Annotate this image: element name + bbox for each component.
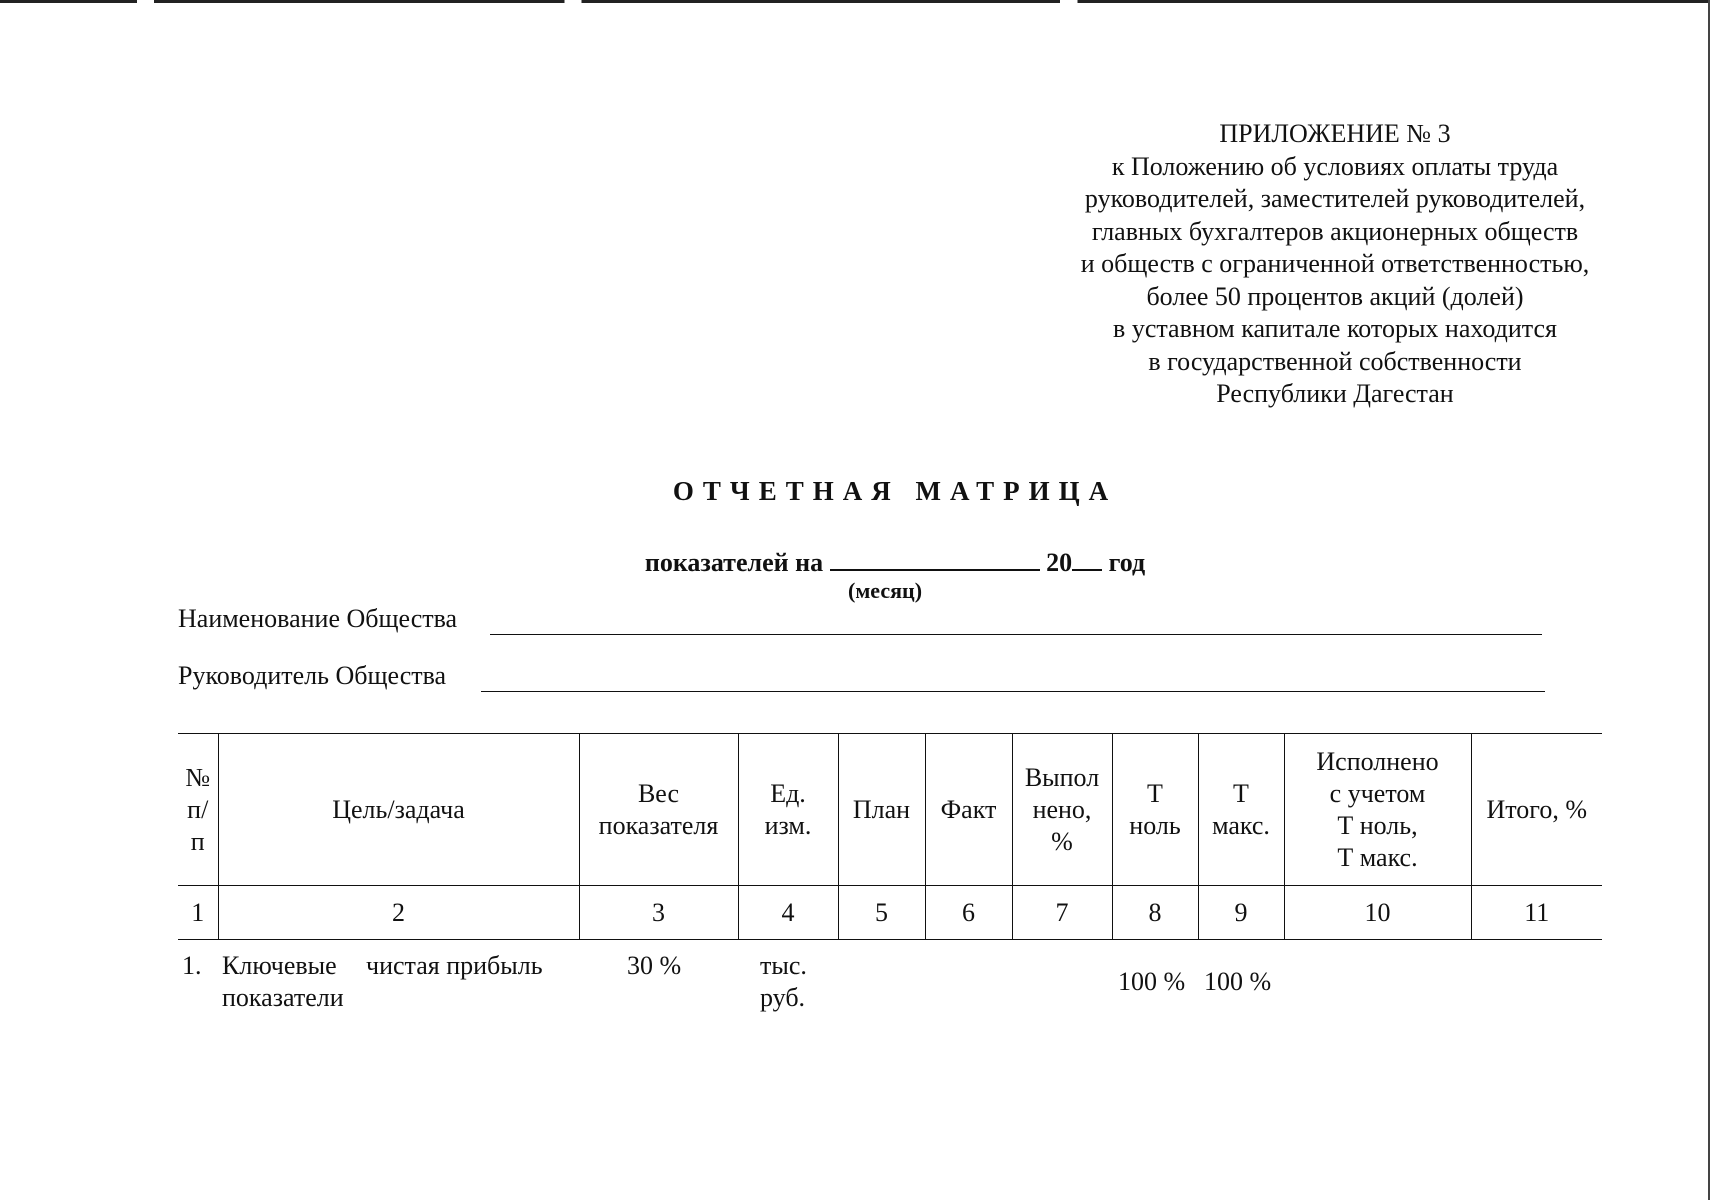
column-number: 2	[218, 886, 579, 940]
header-text: макс.	[1212, 810, 1270, 840]
header-cell-adjusted	[1284, 734, 1471, 886]
header-text: Ед.	[770, 778, 806, 808]
year-blank	[1072, 543, 1102, 571]
header-text: нено,	[1032, 794, 1092, 824]
header-text: ноль	[1129, 810, 1181, 840]
appendix-line: в государственной собственности	[1148, 346, 1522, 376]
header-cell-done	[1012, 734, 1112, 886]
column-number: 5	[838, 886, 925, 940]
header-text: Т	[1147, 778, 1163, 808]
header-cell-plan	[838, 734, 925, 886]
header-text: Цель/задача	[332, 794, 465, 824]
month-note: (месяц)	[848, 578, 923, 603]
column-number: 1	[191, 897, 205, 927]
header-text: Т ноль,	[1337, 810, 1418, 840]
header-cell-t-max	[1198, 734, 1284, 886]
row-t-max: 100 %	[1204, 967, 1272, 996]
header-cell-unit	[738, 734, 838, 886]
header-cell-goal	[218, 734, 579, 886]
header-cell-weight	[579, 734, 738, 886]
column-number: 9	[1198, 886, 1284, 940]
head-field	[178, 661, 446, 691]
company-name-line	[490, 634, 1542, 635]
header-text: Итого, %	[1486, 794, 1587, 824]
header-text: Т макс.	[1337, 842, 1418, 872]
appendix-line: более 50 процентов акций (долей)	[1146, 281, 1524, 311]
header-text: Факт	[940, 794, 997, 824]
document-subtitle	[0, 543, 1710, 578]
row-indicator: чистая прибыль	[366, 951, 543, 980]
month-blank	[830, 543, 1040, 571]
scan-edge	[0, 0, 1710, 3]
header-cell-fact	[925, 734, 1012, 886]
row-unit: руб.	[760, 983, 806, 1012]
header-text: Выпол	[1024, 762, 1100, 792]
company-name-label: Наименование Общества	[178, 604, 458, 633]
header-text: №	[185, 762, 211, 792]
header-cell-total	[1471, 734, 1602, 886]
row-goal: Ключевые	[222, 951, 337, 980]
document-title: ОТЧЕТНАЯ МАТРИЦА	[672, 476, 1118, 506]
column-number: 11	[1471, 886, 1602, 940]
column-number: 8	[1112, 886, 1198, 940]
appendix-line: в уставном капитале которых находится	[1113, 314, 1557, 343]
column-number: 3	[579, 886, 738, 940]
column-number: 10	[1284, 886, 1471, 940]
column-number-row	[178, 886, 1602, 940]
header-text: показателя	[598, 810, 719, 840]
header-text: Исполнено	[1316, 746, 1439, 776]
subtitle-suffix: год	[1108, 548, 1146, 577]
appendix-line: главных бухгалтеров акционерных обществ	[1091, 216, 1579, 246]
column-number: 4	[738, 886, 838, 940]
row-weight: 30 %	[627, 951, 682, 980]
subtitle-prefix: показателей на	[644, 548, 824, 577]
header-row	[178, 734, 1602, 886]
appendix-line: ПРИЛОЖЕНИЕ № 3	[1219, 119, 1451, 148]
column-number: 7	[1012, 886, 1112, 940]
header-cell-t-zero	[1112, 734, 1198, 886]
appendix-header	[1040, 118, 1630, 411]
header-text: %	[1051, 826, 1073, 856]
header-text: План	[852, 794, 911, 824]
appendix-line: и обществ с ограниченной ответственностью,	[1080, 249, 1590, 278]
header-text: изм.	[764, 810, 812, 840]
head-label: Руководитель Общества	[178, 661, 447, 690]
row-goal: показатели	[222, 983, 344, 1012]
head-line	[481, 691, 1545, 692]
header-text: п/	[187, 794, 209, 824]
report-matrix-table	[178, 733, 1602, 940]
header-text: с учетом	[1329, 778, 1426, 808]
column-number: 6	[925, 886, 1012, 940]
row-number: 1.	[182, 951, 202, 980]
header-text: Т	[1233, 778, 1249, 808]
row-unit: тыс.	[760, 951, 807, 980]
appendix-line: Республики Дагестан	[1216, 379, 1454, 408]
row-t-zero: 100 %	[1118, 967, 1186, 996]
header-cell-number	[178, 734, 218, 886]
header-text: п	[190, 826, 205, 856]
header-text: Вес	[637, 778, 680, 808]
company-name-field	[178, 604, 457, 634]
appendix-line: к Положению об условиях оплаты труда	[1111, 151, 1559, 181]
subtitle-year-prefix: 20	[1046, 548, 1073, 577]
appendix-line: руководителей, заместителей руководителей,	[1084, 184, 1586, 213]
